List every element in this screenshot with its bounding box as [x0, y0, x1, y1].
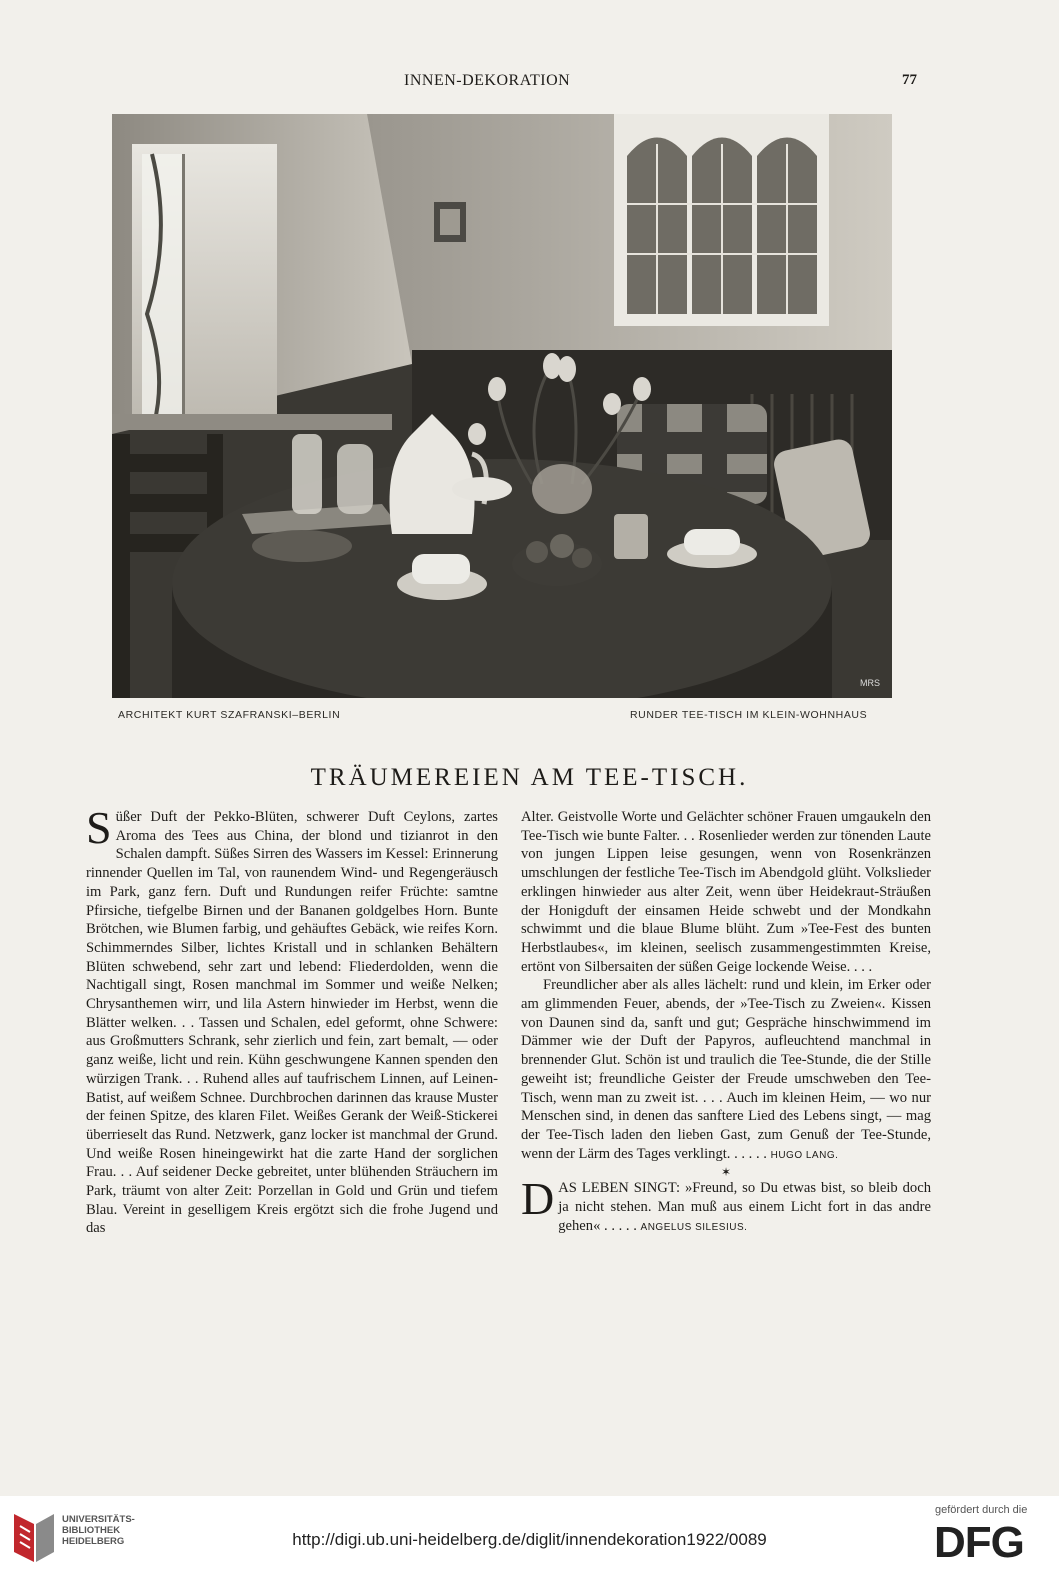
- drop-cap: D: [521, 1173, 555, 1225]
- star-ornament: ✶: [720, 1165, 732, 1180]
- glass-carafe-2: [337, 444, 373, 514]
- running-head: [0, 72, 1059, 96]
- article-title: TRÄUMEREIEN AM TEE-TISCH.: [310, 764, 749, 791]
- caption-architect: ARCHITEKT KURT SZAFRANSKI–BERLIN: [118, 709, 341, 721]
- library-name: UNIVERSITÄTS- BIBLIOTHEK HEIDELBERG: [62, 1514, 135, 1547]
- tea-table-scene: [112, 114, 892, 698]
- paragraph: Alter. Geistvolle Worte und Gelächter schöner Frauen umgaukeln den Tee-Tisch wie bunte Falter. . . Rosenlieder werden zur tönenden Laute von jungen Lippen leise gesungen, wenn von Rosenkränzen umschlungen der festliche Tee-Tisch im Abendgold glüht. Volkslieder erklingen hinwieder aus alter Zeit, wenn über Heidekraut-Sträußen der Honigduft der einsamen Heide schwebt und der Mondkahn schwimmt und die blaue Blume blüht. Zum »Tee-Fest des bunten Herbstlaubes«, im kleinen, seelisch zusammengestimmten Kreise, ertönt von Silbersaiten der süßen Geige lockende Weise. . . .: [521, 809, 931, 975]
- quote-author: ANGELUS SILESIUS.: [640, 1221, 748, 1233]
- digitization-footer: [0, 1496, 1059, 1580]
- sponsor-logo: DFG: [934, 1518, 1024, 1567]
- caption-photo-title: RUNDER TEE-TISCH IM KLEIN-WOHNHAUS: [630, 709, 868, 721]
- quote-text: AS LEBEN SINGT: »Freund, so Du etwas bist, so bleib doch ja nicht stehen. Man muß aus einem Licht fort in das andre gehen« . . . . .: [558, 1180, 931, 1234]
- text-column-right: [521, 808, 931, 1237]
- drop-cap: S: [86, 802, 112, 853]
- quote-paragraph: [521, 1173, 931, 1237]
- cake-plate: [252, 530, 352, 562]
- teacup-front: [412, 554, 470, 584]
- source-url[interactable]: http://digi.ub.uni-heidelberg.de/diglit/innendekoration1922/0089: [292, 1530, 767, 1549]
- glass-vase: [532, 464, 592, 514]
- teacup: [452, 477, 512, 501]
- running-title: INNEN-DEKORATION: [404, 72, 571, 89]
- page-number: 77: [902, 72, 917, 88]
- photo-monogram: MRS: [860, 678, 880, 688]
- teacup-right: [684, 529, 740, 555]
- text-column-left: [86, 802, 498, 1238]
- author-signature: HUGO LANG.: [770, 1149, 839, 1161]
- sugar-glass: [614, 514, 648, 559]
- glass-carafe: [292, 434, 322, 514]
- interior-photograph: [112, 114, 892, 698]
- paragraph: [86, 802, 498, 1238]
- sponsor-note: gefördert durch die: [935, 1504, 1028, 1516]
- paragraph: [521, 976, 931, 1165]
- paragraph-text: üßer Duft der Pekko-Blüten, schwerer Duft Ceylons, zartes Aroma des Tees aus China, der blond und tizianrot in den Schalen dampft. Süßes Sirren des Wassers im Kessel: Erinnerung rinnender Quellen im Tal, von raunendem Wind- und Regengeräusch im Park, ganz fern. Duft und Rundungen reifer Früchte: samtne Pfirsiche, tiefgelbe Birnen und der Bananen goldgelbes Horn. Bunte Brötchen, wie Blumen farbig, und gehäuftes Gebäck, wie reifes Korn. Schimmerndes Silber, lichtes Kristall und in schlanken Behältern Blüten schwebend, sehr zart und lebend: Fliederdolden, wenn die Nachtigall singt, Rosen manchmal im Sommer und weiße Nelken; Chrysanthemen wirr, und lila Astern hinwieder im Herbst, wenn die Blätter welken. . . Tassen und Schalen, edel geformt, ohne Schwere: aus Großmutters Schrank, sehr zierlich und fein, zart bemalt, — oder ganz weiße, licht und rein. Kühn geschwungene Kannen spenden den würzigen Trank. . . Ruhend alles auf taufrischem Linnen, auf Leinen-Batist, auf weißem Schnee. Durchbrochen darinnen das krause Muster der feinen Spitze, des klaren Filet. Weißes Gerank der Weiß-Stickerei überrieselt das Rund. Netzwerk, ganz locker ist manchmal der Grund. Und weiße Rosen hineingewirkt hat die zarte Hand der sorglichen Frau. . . Auf seidener Decke gebreitet, unter blühenden Sträuchern im Park, träumt von alter Zeit: Porzellan in Gold und Grün und tiefem Blau. Vereint in geselligem Kreis ergötzt sich die frohe Jugend und das: [86, 809, 498, 1237]
- paragraph-text: Freundlicher aber als alles lächelt: rund und klein, im Erker oder am glimmenden Feuer, abends, der »Tee-Tisch zu Zweien«. Kissen von Daunen sind da, sanft und gut; Gespräche hinschwimmend im Dämmer wie der Duft der Papyros, aufleuchtend manchmal in brennender Glut. Schön ist und traulich die Tee-Stunde, die der Stille geweiht ist; freundliche Geister der Freude umschweben den Tee-Tisch, wenn man zu zweit ist. . . . Auch im kleinen Heim, — wo nur Menschen sind, in denen das sanftere Lied des Lebens singt, — mag der Tee-Tisch laden den lieben Gast, zum Genuß der Tee-Stunde, wenn der Lärm des Tages verklingt. . . . . .: [521, 977, 931, 1162]
